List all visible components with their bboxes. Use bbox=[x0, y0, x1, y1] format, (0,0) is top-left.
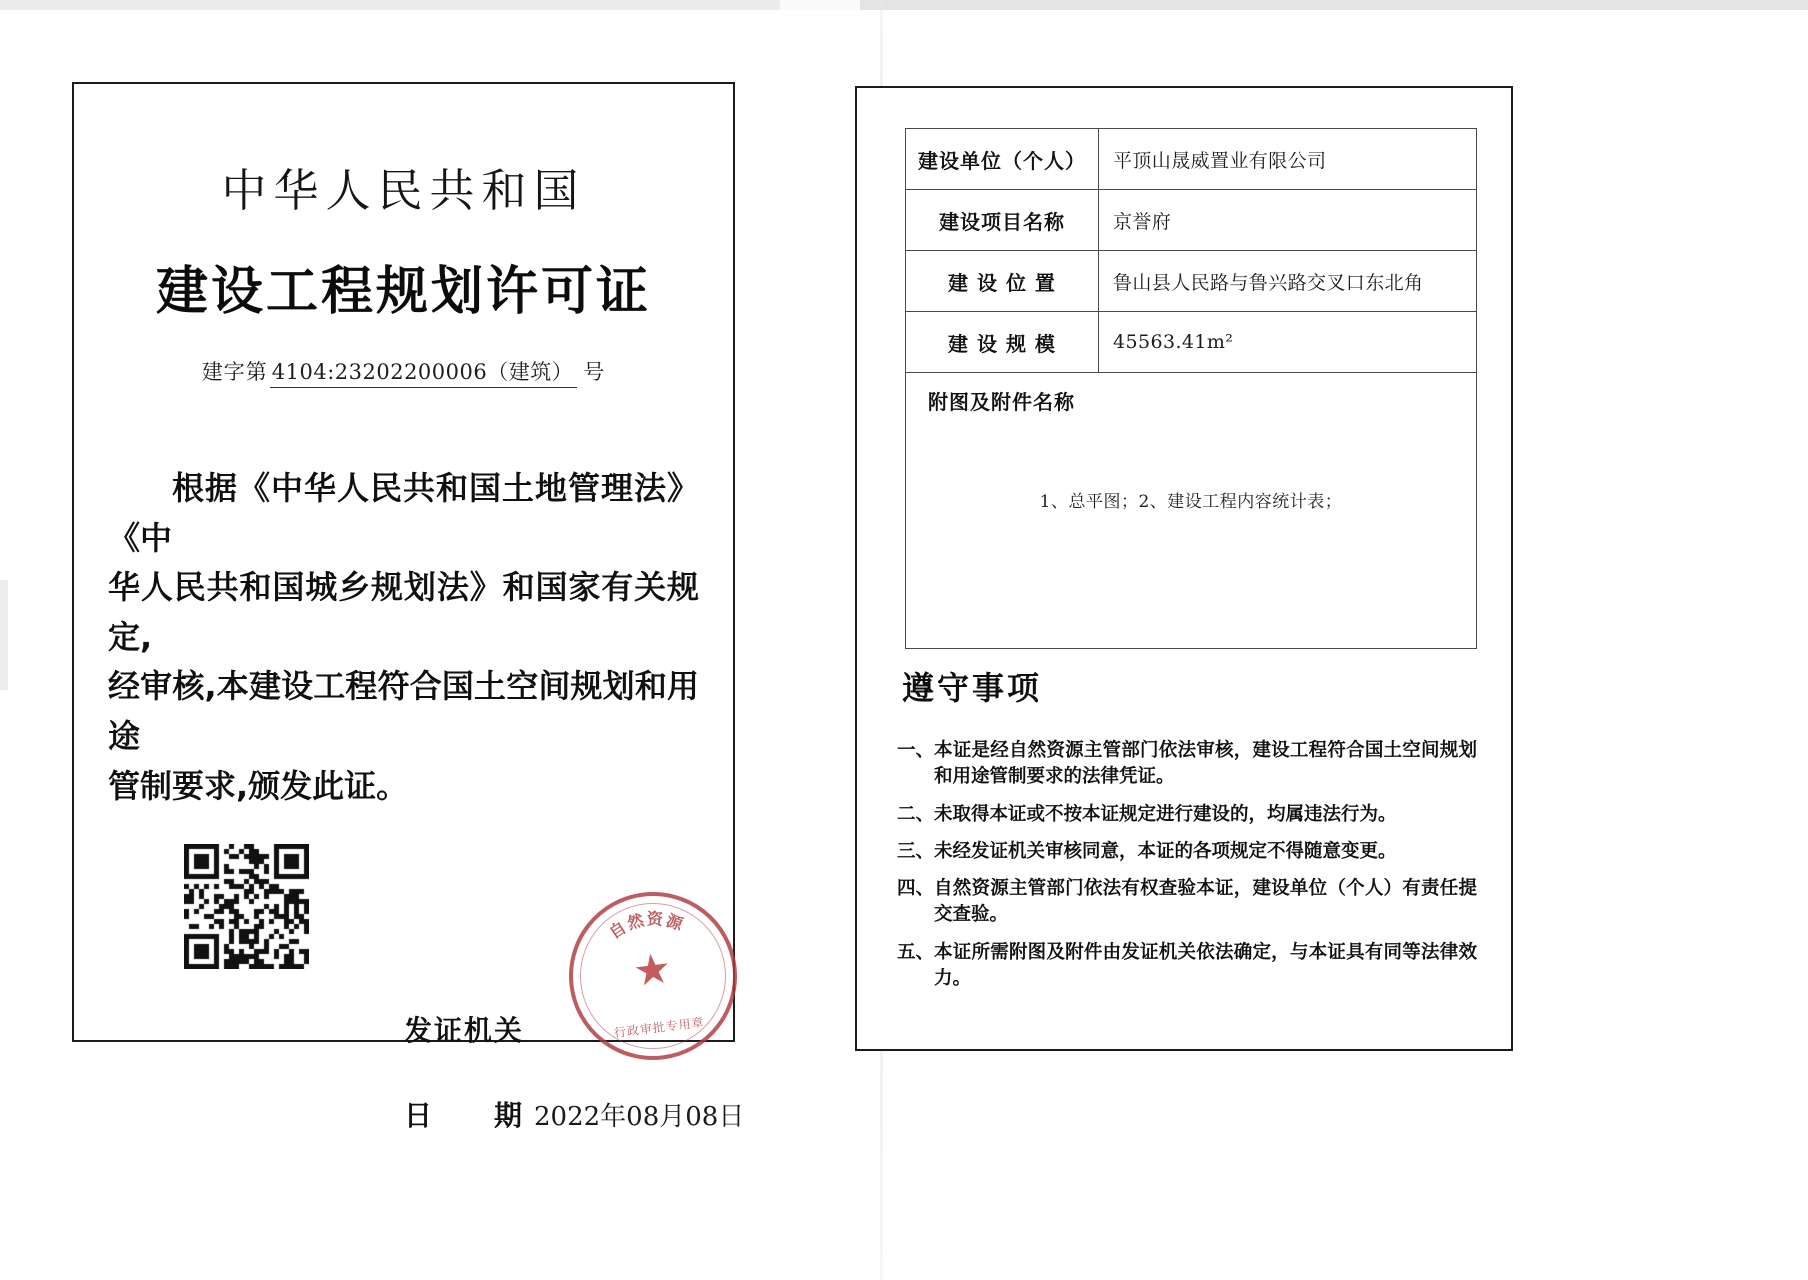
attachment-label: 附图及附件名称 bbox=[906, 373, 1477, 428]
field-value: 京誉府 bbox=[1099, 190, 1477, 251]
certificate-right-page bbox=[855, 86, 1513, 1051]
field-label: 建设项目名称 bbox=[906, 190, 1099, 251]
table-row bbox=[906, 251, 1477, 312]
rule-item bbox=[897, 940, 1477, 993]
field-value: 鲁山县人民路与鲁兴路交叉口东北角 bbox=[1099, 251, 1477, 312]
field-label: 建 设 位 置 bbox=[906, 251, 1099, 312]
date-label: 日 期 bbox=[404, 1099, 525, 1132]
certificate-body-text bbox=[108, 464, 699, 811]
rule-item bbox=[897, 876, 1477, 929]
qr-code bbox=[184, 844, 309, 969]
certificate-title: 建设工程规划许可证 bbox=[155, 262, 651, 322]
date-value: 2022年08月08日 bbox=[534, 1102, 745, 1132]
table-row bbox=[906, 312, 1477, 373]
field-label: 建设单位（个人） bbox=[906, 129, 1099, 190]
body-line-1: 根据《中华人民共和国土地管理法》《中 bbox=[108, 469, 699, 557]
certificate-number-row bbox=[74, 354, 733, 386]
rules-list bbox=[897, 738, 1477, 1003]
signature-block bbox=[404, 1009, 745, 1134]
attachment-value: 1、总平图；2、建设工程内容统计表； bbox=[906, 427, 1477, 649]
attachment-header-row bbox=[906, 373, 1477, 428]
rule-text: 自然资源主管部门依法有权查验本证，建设单位（个人）有责任提交查验。 bbox=[934, 878, 1477, 926]
seal-bottom-text: 行政审批专用章 bbox=[613, 1015, 706, 1041]
issuer-row bbox=[404, 1009, 734, 1049]
body-line-3: 经审核,本建设工程符合国土空间规划和用途 bbox=[108, 667, 699, 755]
body-line-2: 华人民共和国城乡规划法》和国家有关规定, bbox=[108, 568, 699, 656]
field-value: 平顶山晟威置业有限公司 bbox=[1099, 129, 1477, 190]
rule-index: 一、 bbox=[897, 740, 935, 761]
rule-item bbox=[897, 839, 1477, 865]
scan-left-margin-mark bbox=[0, 580, 8, 690]
rule-text: 本证是经自然资源主管部门依法审核，建设工程符合国土空间规划和用途管制要求的法律凭证。 bbox=[934, 740, 1477, 788]
attachment-body-row bbox=[906, 427, 1477, 649]
certificate-number-suffix: 号 bbox=[583, 360, 606, 384]
rule-text: 未取得本证或不按本证规定进行建设的，均属违法行为。 bbox=[934, 803, 1397, 825]
country-name: 中华人民共和国 bbox=[221, 164, 586, 217]
seal-star-icon: ★ bbox=[630, 942, 674, 996]
rule-index: 三、 bbox=[897, 840, 935, 862]
table-row bbox=[906, 190, 1477, 251]
date-row bbox=[404, 1094, 745, 1134]
body-line-4: 管制要求,颁发此证。 bbox=[108, 766, 409, 805]
field-value: 45563.41m² bbox=[1099, 312, 1477, 373]
rule-text: 未经发证机关审核同意，本证的各项规定不得随意变更。 bbox=[934, 840, 1397, 862]
rule-item bbox=[897, 738, 1477, 791]
field-label: 建 设 规 模 bbox=[906, 312, 1099, 373]
issuer-label: 发证机关 bbox=[404, 1014, 525, 1047]
certificate-number-value: 4104:23202200006（建筑） bbox=[270, 356, 578, 388]
project-info-table bbox=[905, 128, 1477, 649]
certificate-left-page bbox=[72, 82, 745, 1132]
rule-index: 四、 bbox=[897, 878, 935, 900]
certificate-number-label: 建字第 bbox=[201, 360, 268, 384]
table-row bbox=[906, 129, 1477, 190]
rule-item bbox=[897, 802, 1477, 828]
rule-index: 二、 bbox=[897, 803, 935, 825]
rule-index: 五、 bbox=[897, 941, 935, 963]
scan-top-edge bbox=[0, 0, 1808, 10]
rule-text: 本证所需附图及附件由发证机关依法确定，与本证具有同等法律效力。 bbox=[934, 941, 1477, 989]
rules-title: 遵守事项 bbox=[902, 669, 1043, 707]
seal-arc-label: 自然资源 bbox=[605, 909, 687, 943]
